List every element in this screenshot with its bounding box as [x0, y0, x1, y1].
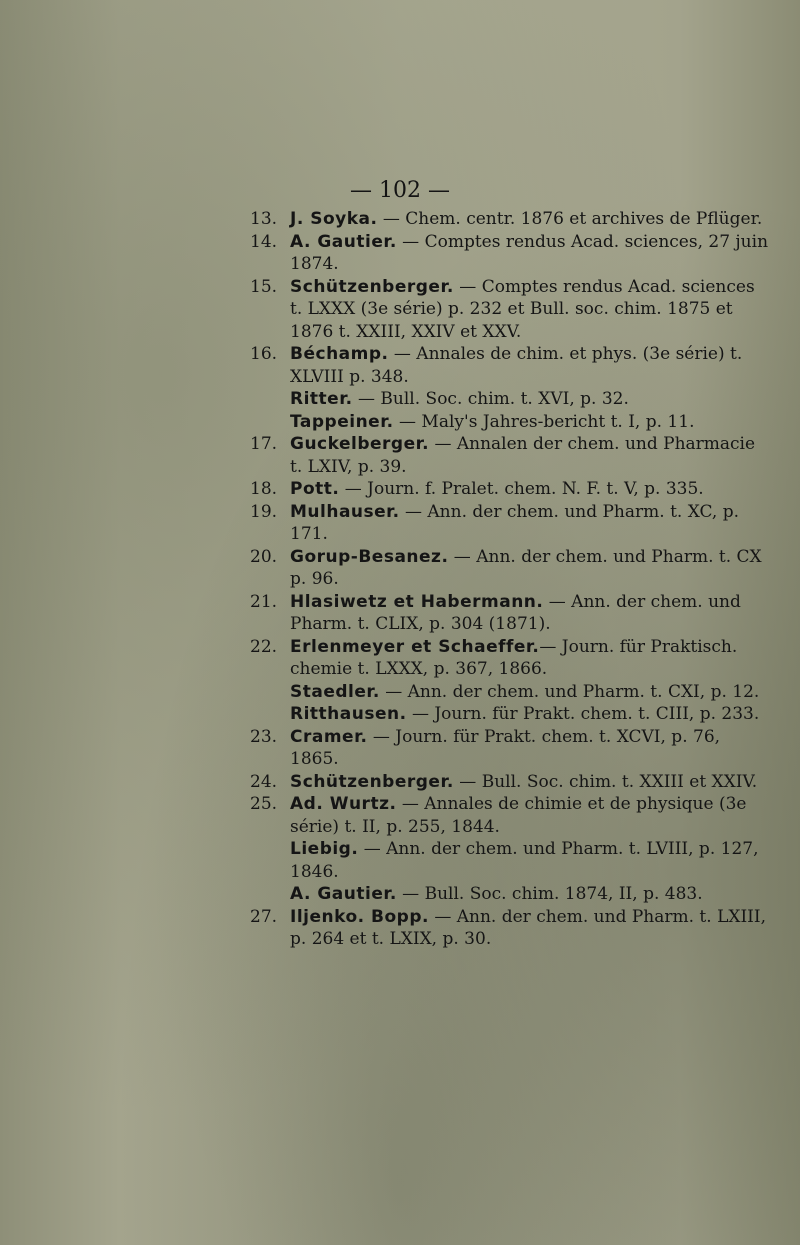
reference-author: Ad. Wurtz.: [290, 794, 397, 814]
reference-number: 14.: [250, 231, 278, 252]
reference-author: A. Gautier.: [290, 884, 397, 904]
reference-number: 19.: [250, 501, 278, 522]
reference-entry: [250, 208, 770, 231]
reference-citation: — Ann. der chem. und Pharm. t. CXI, p. 12.: [379, 681, 760, 702]
reference-author: Schützenberger.: [290, 276, 454, 297]
reference-citation: — Ann. der chem. und Pharm. t. CX p. 96.: [290, 546, 762, 589]
reference-citation: — Journ. für Prakt. chem. t. XCVI, p. 76, 1865.: [290, 726, 721, 769]
reference-author: Iljenko. Bopp.: [290, 906, 429, 927]
reference-list: [250, 208, 770, 951]
reference-number: 20.: [250, 546, 278, 567]
reference-citation: — Annalen der chem. und Pharmacie t. LXIV, p. 39.: [290, 434, 756, 477]
reference-number: 25.: [250, 794, 278, 814]
reference-number: 21.: [250, 591, 278, 612]
reference-citation: — Comptes rendus Acad. sciences, 27 juin 1874.: [290, 231, 769, 274]
reference-entry: [250, 411, 770, 434]
reference-author: Ritter.: [290, 389, 353, 409]
reference-author: Hlasiwetz et Habermann.: [290, 591, 544, 612]
reference-number: 16.: [250, 344, 278, 364]
reference-entry: [250, 681, 770, 704]
reference-author: Tappeiner.: [290, 411, 394, 432]
reference-entry: [250, 388, 770, 411]
reference-entry: [250, 501, 770, 546]
reference-entry: [250, 883, 770, 906]
reference-entry: [250, 546, 770, 591]
reference-entry: [250, 838, 770, 883]
reference-citation: — Journ. für Praktisch. chemie t. LXXX, p. 367, 1866.: [290, 636, 738, 679]
reference-number: 24.: [250, 771, 278, 792]
reference-citation: — Journ. f. Pralet. chem. N. F. t. V, p. 335.: [339, 479, 704, 499]
reference-author: Pott.: [290, 479, 340, 499]
reference-author: Guckelberger.: [290, 434, 430, 454]
reference-citation: — Annales de chim. et phys. (3e série) t. XLVIII p. 348.: [290, 344, 743, 387]
reference-entry: [250, 433, 770, 478]
reference-citation: — Ann. der chem. und Pharm. t. LVIII, p. 127, 1846.: [290, 839, 759, 882]
reference-citation: — Ann. der chem. und Pharm. t. XC, p. 171.: [290, 501, 740, 544]
reference-entry: [250, 591, 770, 636]
reference-author: Cramer.: [290, 726, 368, 747]
reference-author: Erlenmeyer et Schaeffer.: [290, 636, 540, 657]
reference-citation: — Ann. der chem. und Pharm. t. LXIII, p. 264 et t. LXIX, p. 30.: [290, 906, 767, 949]
reference-entry: [250, 478, 770, 501]
reference-citation: — Journ. für Prakt. chem. t. CIII, p. 233.: [406, 704, 760, 724]
reference-citation: — Bull. Soc. chim. t. XXIII et XXIV.: [453, 771, 758, 792]
reference-number: 13.: [250, 209, 278, 229]
reference-entry: [250, 771, 770, 794]
reference-citation: — Annales de chimie et de physique (3e série) t. II, p. 255, 1844.: [290, 794, 747, 837]
reference-author: J. Soyka.: [290, 209, 378, 229]
reference-citation: — Ann. der chem. und Pharm. t. CLIX, p. 304 (1871).: [290, 591, 741, 634]
reference-author: Gorup-Besanez.: [290, 546, 449, 567]
reference-entry: [250, 636, 770, 681]
reference-number: 18.: [250, 479, 278, 499]
reference-number: 23.: [250, 726, 278, 747]
reference-citation: — Bull. Soc. chim. t. XVI, p. 32.: [352, 389, 629, 409]
reference-entry: [250, 726, 770, 771]
reference-entry: [250, 231, 770, 276]
reference-entry: [250, 703, 770, 726]
reference-citation: — Maly's Jahres-bericht t. I, p. 11.: [393, 411, 695, 432]
reference-author: A. Gautier.: [290, 231, 397, 252]
reference-author: Liebig.: [290, 839, 359, 859]
reference-number: 15.: [250, 276, 278, 297]
reference-citation: — Chem. centr. 1876 et archives de Pflüger.: [377, 209, 763, 229]
page-number: — 102 —: [350, 178, 450, 203]
reference-entry: [250, 276, 770, 344]
reference-author: Ritthausen.: [290, 704, 407, 724]
reference-author: Béchamp.: [290, 344, 389, 364]
reference-entry: [250, 906, 770, 951]
reference-number: 27.: [250, 906, 278, 927]
reference-number: 22.: [250, 636, 278, 657]
reference-entry: [250, 793, 770, 838]
reference-citation: — Bull. Soc. chim. 1874, II, p. 483.: [396, 884, 703, 904]
reference-entry: [250, 343, 770, 388]
reference-number: 17.: [250, 434, 278, 454]
reference-author: Mulhauser.: [290, 501, 400, 522]
reference-citation: — Comptes rendus Acad. sciences t. LXXX (3e série) p. 232 et Bull. soc. chim. 1875 et 1876 t. XXIII, XXIV et XXV.: [290, 276, 755, 342]
reference-author: Staedler.: [290, 681, 380, 702]
reference-author: Schützenberger.: [290, 771, 454, 792]
